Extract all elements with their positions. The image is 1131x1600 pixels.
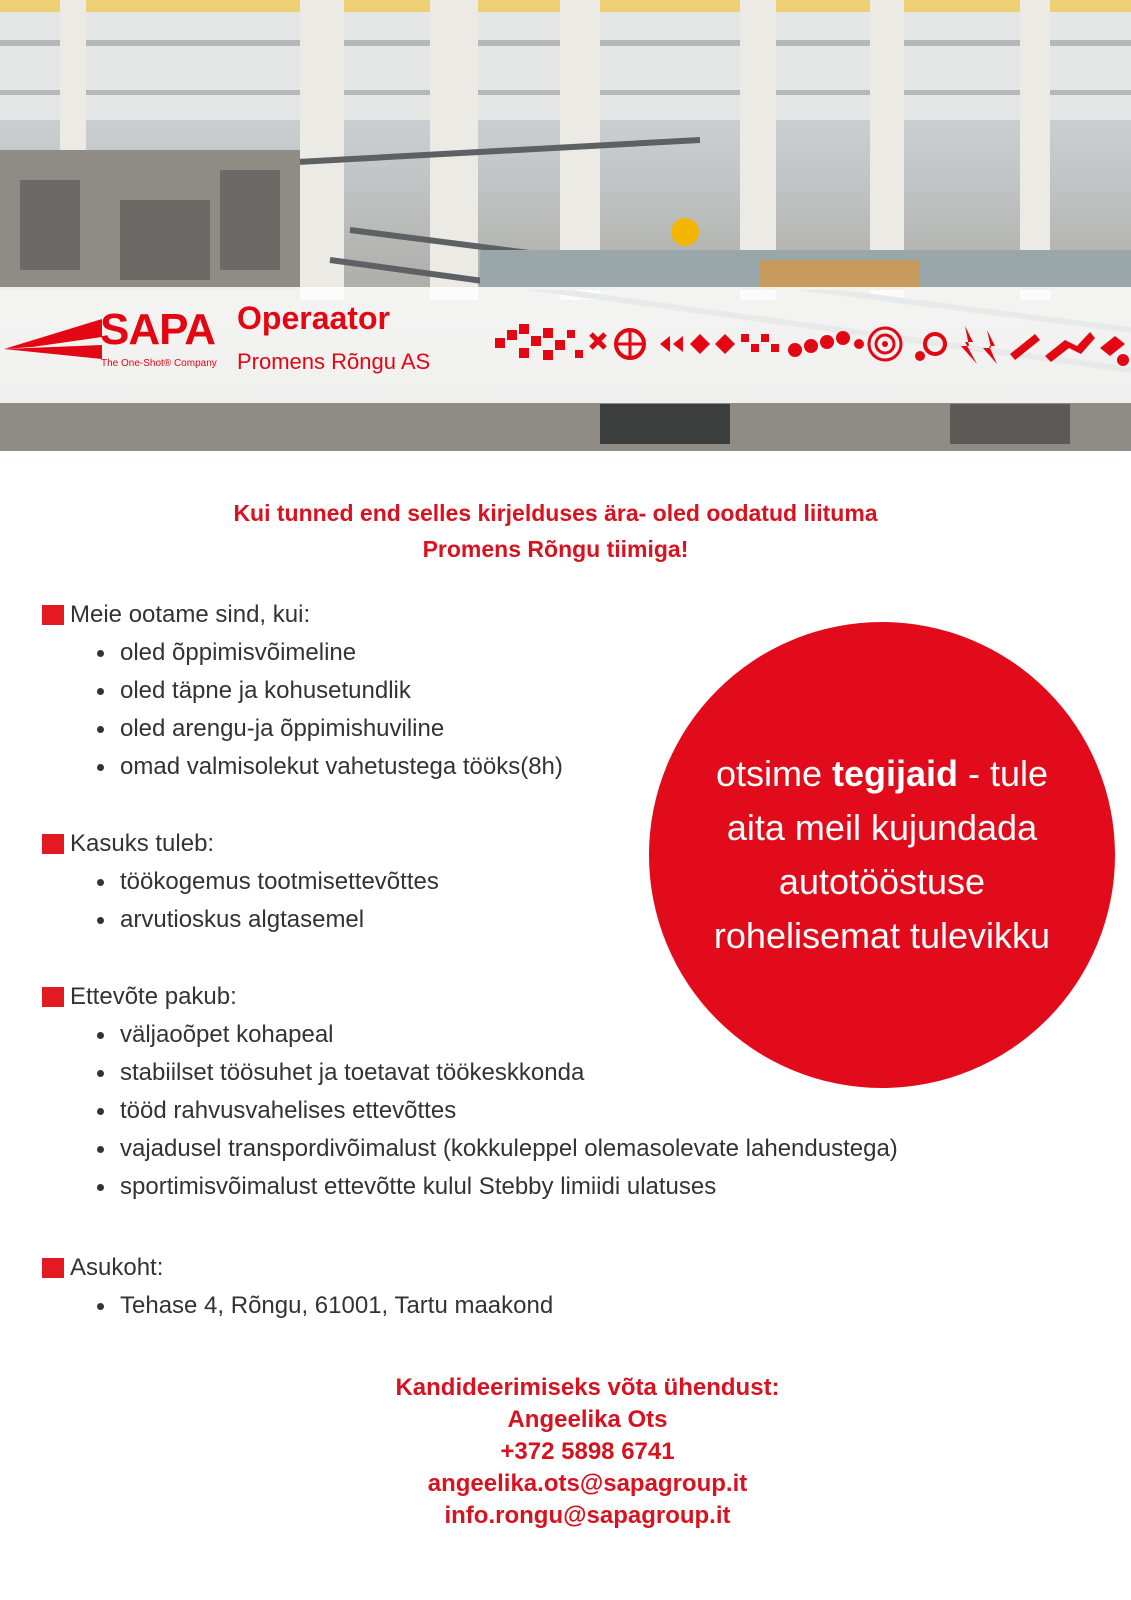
intro-line-2: Promens Rõngu tiimiga! xyxy=(422,536,689,562)
section-heading xyxy=(42,1253,553,1283)
contact-name: Angeelika Ots xyxy=(507,1406,668,1433)
callout-text xyxy=(714,747,1050,963)
callout-line-2: aita meil kujundada xyxy=(726,807,1038,848)
callout-bold: tegijaid xyxy=(831,753,959,794)
list-item: oled täpne ja kohusetundlik xyxy=(120,672,563,710)
callout-line-4: rohelisemat tulevikku xyxy=(713,915,1051,956)
decorative-pattern xyxy=(495,320,1131,375)
red-square-icon xyxy=(42,605,64,625)
red-square-icon xyxy=(42,987,64,1007)
sapa-logo-icon xyxy=(4,315,102,363)
location-list xyxy=(42,1287,553,1325)
section-location xyxy=(42,1253,553,1325)
logo-tagline: The One-Shot® Company xyxy=(101,358,217,369)
sapa-logo-text: SAPA xyxy=(100,305,215,354)
callout-circle xyxy=(649,622,1115,1088)
list-item: arvutioskus algtasemel xyxy=(120,901,439,939)
intro-text xyxy=(0,495,1111,567)
advantages-list xyxy=(42,863,439,939)
list-item: stabiilset töösuhet ja toetavat töökeskkonda xyxy=(120,1054,898,1092)
section-heading xyxy=(42,829,439,859)
section-heading-text: Meie ootame sind, kui: xyxy=(70,601,311,628)
list-item: sportimisvõimalust ettevõtte kulul Stebby limiidi ulatuses xyxy=(120,1168,898,1206)
red-square-icon xyxy=(42,834,64,854)
list-item: oled arengu-ja õppimishuviline xyxy=(120,710,563,748)
list-item: vajadusel transpordivõimalust (kokkuleppel olemasolevate lahendustega) xyxy=(120,1130,898,1168)
contact-email-2[interactable]: info.rongu@sapagroup.it xyxy=(444,1502,731,1529)
list-item: tööd rahvusvahelises ettevõttes xyxy=(120,1092,898,1130)
section-heading-text: Ettevõte pakub: xyxy=(70,983,237,1010)
callout-pre: otsime xyxy=(715,753,832,794)
list-item: oled õppimisvõimeline xyxy=(120,634,563,672)
list-item: omad valmisolekut vahetustega tööks(8h) xyxy=(120,748,563,786)
section-heading xyxy=(42,600,563,630)
list-item: Tehase 4, Rõngu, 61001, Tartu maakond xyxy=(120,1287,553,1325)
contact-heading: Kandideerimiseks võta ühendust: xyxy=(395,1374,780,1401)
section-heading-text: Asukoht: xyxy=(70,1254,164,1281)
intro-line-1: Kui tunned end selles kirjelduses ära- oled oodatud liituma xyxy=(233,500,878,526)
list-item: töökogemus tootmisettevõttes xyxy=(120,863,439,901)
company-name: Promens Rõngu AS xyxy=(237,349,431,374)
hero-image xyxy=(0,0,1131,451)
requirements-list xyxy=(42,634,563,786)
section-requirements xyxy=(42,600,563,786)
red-square-icon xyxy=(42,1258,64,1278)
section-heading-text: Kasuks tuleb: xyxy=(70,830,215,857)
contact-phone[interactable]: +372 5898 6741 xyxy=(500,1438,675,1465)
contact-email-1[interactable]: angeelika.ots@sapagroup.it xyxy=(427,1470,748,1497)
list-item: väljaoõpet kohapeal xyxy=(120,1016,898,1054)
callout-post: - tule xyxy=(958,753,1049,794)
section-advantages xyxy=(42,829,439,939)
callout-line-3: autotööstuse xyxy=(778,861,986,902)
contact-block xyxy=(0,1372,1131,1532)
job-title: Operaator xyxy=(237,300,390,336)
